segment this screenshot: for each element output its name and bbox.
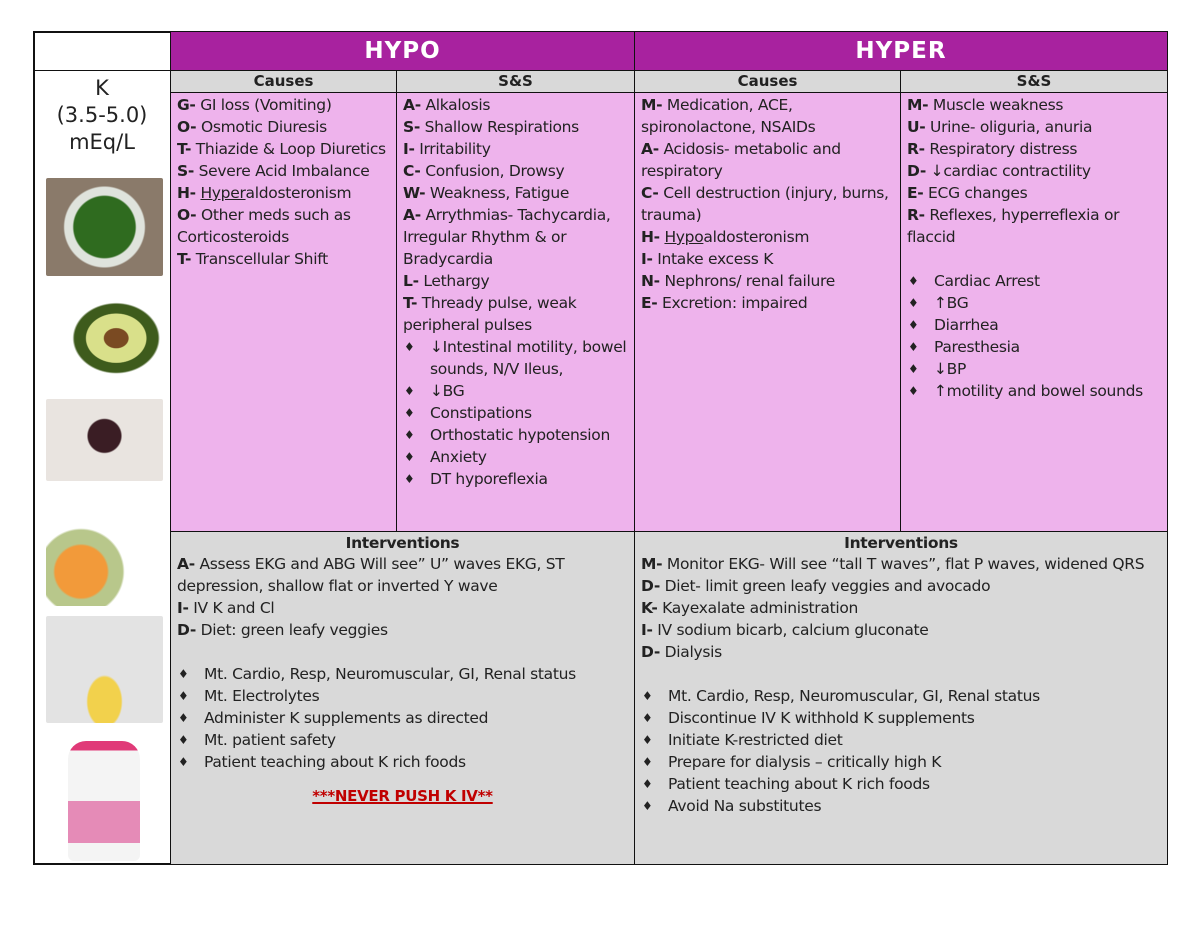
bullet-text: Constipations [430, 404, 532, 422]
mnemonic-letter: N- [641, 272, 660, 290]
mnemonic-letter: T- [403, 294, 418, 312]
item-text: Other meds such as Corticosteroids [177, 206, 351, 246]
item-text: Weakness, Fatigue [425, 184, 570, 202]
diamond-bullet-icon: ♦ [178, 711, 189, 725]
hypo-ss-header: S&S [396, 70, 635, 93]
spinach-image [46, 178, 163, 276]
diamond-bullet-icon: ♦ [908, 340, 919, 354]
hypo-interventions-cell [170, 531, 635, 865]
bullet-item [177, 685, 628, 707]
diamond-bullet-icon: ♦ [178, 755, 189, 769]
list-item [641, 292, 894, 314]
list-item [177, 138, 390, 160]
bullet-item [177, 729, 628, 751]
mnemonic-letter: W- [403, 184, 426, 202]
diamond-bullet-icon: ♦ [404, 406, 415, 420]
bullet-text: Patient teaching about K rich foods [204, 753, 466, 771]
diamond-bullet-icon: ♦ [642, 799, 653, 813]
mnemonic-letter: H- [177, 184, 196, 202]
bullet-text: ↑BG [934, 294, 969, 312]
hypo-header: HYPO [170, 31, 635, 71]
item-text: Acidosis- metabolic and respiratory [641, 140, 841, 180]
mnemonic-letter: H- [641, 228, 660, 246]
item-text: Cell destruction (injury, burns, trauma) [641, 184, 889, 224]
list-item [403, 94, 628, 116]
hyper-causes-header: Causes [634, 70, 901, 93]
diamond-bullet-icon: ♦ [404, 428, 415, 442]
milk-jug-image [68, 741, 140, 861]
bullet-text: ↓Intestinal motility, bowel sounds, N/V Ileus, [430, 338, 627, 378]
list-item [177, 204, 390, 248]
bullet-text: Cardiac Arrest [934, 272, 1040, 290]
interventions-heading: Interventions [844, 534, 958, 552]
mnemonic-letter: O- [177, 118, 197, 136]
bullet-text: Initiate K-restricted diet [668, 731, 843, 749]
mnemonic-letter: L- [403, 272, 419, 290]
bullet-text: DT hyporeflexia [430, 470, 548, 488]
mnemonic-letter: U- [907, 118, 926, 136]
item-text: Arrythmias- Tachycardia, Irregular Rhythm & or Bradycardia [403, 206, 611, 268]
hypo-ss-cell [396, 92, 635, 532]
label-line: (3.5-5.0) [56, 103, 148, 127]
bullet-text: Diarrhea [934, 316, 999, 334]
bullet-item [403, 402, 628, 424]
bullet-item [177, 707, 628, 729]
item-text: Shallow Respirations [420, 118, 579, 136]
item-text: Lethargy [418, 272, 490, 290]
diamond-bullet-icon: ♦ [642, 711, 653, 725]
bullet-text: ↓BG [430, 382, 465, 400]
item-text: ECG changes [923, 184, 1028, 202]
bullet-item [177, 663, 628, 685]
bullet-item [641, 707, 1161, 729]
item-text: IV sodium bicarb, calcium gluconate [652, 621, 929, 639]
list-item [403, 138, 628, 160]
hypo-causes-cell [170, 92, 397, 532]
list-item [641, 226, 894, 248]
list-item [641, 94, 894, 138]
bullet-item [641, 685, 1161, 707]
bullet-item [907, 292, 1161, 314]
item-text: Confusion, Drowsy [420, 162, 565, 180]
item-text: Nephrons/ renal failure [659, 272, 835, 290]
bullet-item [403, 468, 628, 490]
diamond-bullet-icon: ♦ [178, 733, 189, 747]
mnemonic-letter: S- [403, 118, 420, 136]
item-text: Alkalosis [420, 96, 491, 114]
mnemonic-letter: A- [177, 555, 195, 573]
bullet-item [403, 424, 628, 446]
list-item [177, 553, 628, 597]
bullet-item [907, 358, 1161, 380]
bullet-text: Prepare for dialysis – critically high K [668, 753, 942, 771]
list-item [907, 94, 1161, 116]
list-item [403, 292, 628, 336]
diamond-bullet-icon: ♦ [642, 689, 653, 703]
diamond-bullet-icon: ♦ [404, 340, 415, 354]
spacer [177, 641, 628, 663]
bullet-text: Anxiety [430, 448, 487, 466]
list-item [403, 116, 628, 138]
hyper-ss-cell [900, 92, 1168, 532]
item-text: Thready pulse, weak peripheral pulses [403, 294, 577, 334]
melon-image [46, 508, 163, 606]
list-item [177, 619, 628, 641]
diamond-bullet-icon: ♦ [404, 384, 415, 398]
avocado-image [46, 281, 163, 385]
mnemonic-letter: I- [177, 599, 189, 617]
potassium-label-cell [33, 70, 171, 865]
diamond-bullet-icon: ♦ [178, 667, 189, 681]
hyper-interventions-cell [634, 531, 1168, 865]
item-text: Excretion: impaired [657, 294, 808, 312]
item-text: Severe Acid Imbalance [194, 162, 370, 180]
diamond-bullet-icon: ♦ [404, 450, 415, 464]
diamond-bullet-icon: ♦ [642, 755, 653, 769]
list-item [907, 116, 1161, 138]
item-text: Medication, ACE, spironolactone, NSAIDs [641, 96, 816, 136]
underlined-prefix: Hyper [200, 184, 246, 202]
raisins-image [46, 399, 163, 481]
mnemonic-letter: C- [641, 184, 659, 202]
diamond-bullet-icon: ♦ [908, 318, 919, 332]
bullet-item [907, 380, 1161, 402]
mnemonic-letter: O- [177, 206, 197, 224]
mnemonic-letter: M- [641, 96, 663, 114]
item-text: Osmotic Diuresis [196, 118, 327, 136]
bullet-item [403, 380, 628, 402]
mnemonic-letter: I- [641, 621, 653, 639]
list-item [177, 248, 390, 270]
diamond-bullet-icon: ♦ [908, 384, 919, 398]
label-line: K [95, 76, 109, 100]
mnemonic-letter: A- [403, 96, 421, 114]
diamond-bullet-icon: ♦ [642, 777, 653, 791]
item-text: aldosteronism [703, 228, 810, 246]
diamond-bullet-icon: ♦ [642, 733, 653, 747]
mnemonic-letter: D- [641, 577, 660, 595]
hyper-ss-header: S&S [900, 70, 1168, 93]
bullet-text: Mt. patient safety [204, 731, 336, 749]
list-item [641, 270, 894, 292]
list-item [641, 138, 894, 182]
list-item [177, 116, 390, 138]
diamond-bullet-icon: ♦ [908, 274, 919, 288]
spacer [907, 248, 1161, 270]
bullet-text: Mt. Cardio, Resp, Neuromuscular, GI, Renal status [204, 665, 576, 683]
mnemonic-letter: E- [907, 184, 924, 202]
mnemonic-letter: R- [907, 206, 925, 224]
bullet-text: Patient teaching about K rich foods [668, 775, 930, 793]
list-item [641, 182, 894, 226]
never-push-k-iv-warning: ***NEVER PUSH K IV** [312, 787, 493, 805]
item-text: Dialysis [660, 643, 722, 661]
mnemonic-letter: G- [177, 96, 196, 114]
item-text: Muscle weakness [928, 96, 1064, 114]
item-text: Kayexalate administration [657, 599, 859, 617]
item-text: Monitor EKG- Will see “tall T waves”, flat P waves, widened QRS [662, 555, 1145, 573]
list-item [907, 204, 1161, 248]
bullet-item [641, 729, 1161, 751]
mnemonic-letter: E- [641, 294, 658, 312]
item-text: Irritability [414, 140, 491, 158]
interventions-heading: Interventions [345, 534, 460, 552]
bullet-item [907, 314, 1161, 336]
item-text: Urine- oliguria, anuria [925, 118, 1093, 136]
bullet-text: Paresthesia [934, 338, 1020, 356]
item-text: Diet- limit green leafy veggies and avocado [660, 577, 991, 595]
item-text: GI loss (Vomiting) [195, 96, 332, 114]
diamond-bullet-icon: ♦ [404, 472, 415, 486]
mnemonic-letter: R- [907, 140, 925, 158]
list-item [403, 204, 628, 270]
list-item [641, 641, 1161, 663]
list-item [177, 94, 390, 116]
item-text: IV K and Cl [188, 599, 275, 617]
label-line: mEq/L [69, 130, 135, 154]
hyper-causes-cell [634, 92, 901, 532]
mnemonic-letter: T- [177, 250, 192, 268]
item-text: Diet: green leafy veggies [196, 621, 388, 639]
bullet-item [907, 270, 1161, 292]
list-item [177, 597, 628, 619]
list-item [641, 619, 1161, 641]
bullet-text: Discontinue IV K withhold K supplements [668, 709, 975, 727]
banana-image [46, 616, 163, 723]
mnemonic-letter: I- [403, 140, 415, 158]
bullet-item [641, 795, 1161, 817]
list-item [403, 182, 628, 204]
bullet-text: Avoid Na substitutes [668, 797, 822, 815]
item-text: Reflexes, hyperreflexia or flaccid [907, 206, 1120, 246]
list-item [641, 553, 1161, 575]
list-item [907, 182, 1161, 204]
bullet-text: ↓BP [934, 360, 967, 378]
potassium-range-label [34, 71, 170, 156]
spacer [641, 663, 1161, 685]
bullet-item [907, 336, 1161, 358]
bullet-text: Mt. Cardio, Resp, Neuromuscular, GI, Renal status [668, 687, 1040, 705]
item-text: Transcellular Shift [191, 250, 328, 268]
mnemonic-letter: D- [641, 643, 660, 661]
mnemonic-letter: M- [641, 555, 663, 573]
mnemonic-letter: D- [907, 162, 926, 180]
diamond-bullet-icon: ♦ [178, 689, 189, 703]
bullet-item [641, 773, 1161, 795]
item-text: Assess EKG and ABG Will see” U” waves EKG, ST depression, shallow flat or inverted Y wave [177, 555, 565, 595]
list-item [907, 160, 1161, 182]
list-item [641, 597, 1161, 619]
mnemonic-letter: M- [907, 96, 929, 114]
item-text: Thiazide & Loop Diuretics [191, 140, 386, 158]
mnemonic-letter: T- [177, 140, 192, 158]
list-item [403, 160, 628, 182]
bullet-item [641, 751, 1161, 773]
mnemonic-letter: D- [177, 621, 196, 639]
list-item [641, 575, 1161, 597]
bullet-text: Administer K supplements as directed [204, 709, 489, 727]
mnemonic-letter: I- [641, 250, 653, 268]
bullet-item [403, 336, 628, 380]
underlined-prefix: Hypo [664, 228, 704, 246]
hyper-header: HYPER [634, 31, 1168, 71]
list-item [641, 248, 894, 270]
list-item [177, 160, 390, 182]
item-text: aldosteronism [245, 184, 352, 202]
item-text: Intake excess K [652, 250, 774, 268]
item-text: ↓cardiac contractility [926, 162, 1091, 180]
mnemonic-letter: A- [641, 140, 659, 158]
list-item [403, 270, 628, 292]
mnemonic-letter: S- [177, 162, 194, 180]
bullet-text: Orthostatic hypotension [430, 426, 610, 444]
list-item [177, 182, 390, 204]
bullet-item [177, 751, 628, 773]
mnemonic-letter: A- [403, 206, 421, 224]
corner-cell [33, 31, 171, 71]
hypo-causes-header: Causes [170, 70, 397, 93]
diamond-bullet-icon: ♦ [908, 296, 919, 310]
bullet-text: ↑motility and bowel sounds [934, 382, 1143, 400]
list-item [907, 138, 1161, 160]
item-text: Respiratory distress [924, 140, 1078, 158]
bullet-text: Mt. Electrolytes [204, 687, 320, 705]
bullet-item [403, 446, 628, 468]
diamond-bullet-icon: ♦ [908, 362, 919, 376]
mnemonic-letter: C- [403, 162, 421, 180]
mnemonic-letter: K- [641, 599, 658, 617]
